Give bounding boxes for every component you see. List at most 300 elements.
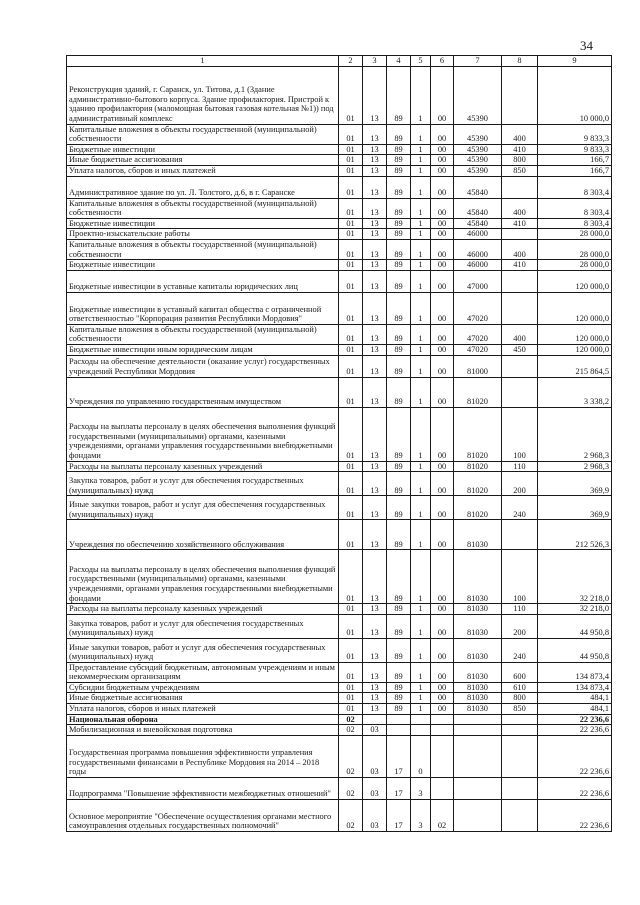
program-code: 89	[387, 155, 411, 166]
program-code: 89	[387, 124, 411, 144]
event-code: 00	[431, 344, 454, 355]
direction-code: 81030	[454, 638, 502, 662]
amount-value: 22 236,6	[538, 714, 612, 725]
row-name: Капитальные вложения в объекты государственной (муниципальной) собственности	[67, 198, 339, 218]
direction-code: 81030	[454, 520, 502, 550]
table-row	[67, 155, 612, 166]
program-code: 89	[387, 260, 411, 271]
row-name: Государственная программа повышения эффективности управления государственными финансами в Республике Мордовия на 2014 – 2018 годы	[67, 735, 339, 777]
amount-value: 215 864,5	[538, 355, 612, 377]
subprogram-code: 1	[411, 66, 431, 124]
table-row	[67, 344, 612, 355]
section-code: 01	[339, 270, 363, 292]
column-header: 4	[387, 56, 411, 67]
program-code	[387, 714, 411, 725]
program-code: 89	[387, 693, 411, 704]
table-row	[67, 165, 612, 176]
column-header: 2	[339, 56, 363, 67]
subprogram-code: 1	[411, 165, 431, 176]
table-row	[67, 407, 612, 461]
direction-code: 81030	[454, 662, 502, 682]
expense-type-code: 100	[502, 407, 538, 461]
event-code: 00	[431, 614, 454, 638]
subprogram-code: 1	[411, 682, 431, 693]
row-name: Иные закупки товаров, работ и услуг для обеспечения государственных (муниципальных) нужд	[67, 496, 339, 520]
event-code: 00	[431, 66, 454, 124]
subsection-code: 13	[363, 198, 387, 218]
amount-value: 2 968,3	[538, 407, 612, 461]
program-code: 89	[387, 144, 411, 155]
subprogram-code: 1	[411, 693, 431, 704]
table-row	[67, 604, 612, 615]
event-code: 00	[431, 176, 454, 198]
event-code: 00	[431, 662, 454, 682]
row-name: Расходы на выплаты персоналу казенных учреждений	[67, 461, 339, 472]
event-code: 00	[431, 198, 454, 218]
amount-value: 134 873,4	[538, 662, 612, 682]
direction-code	[454, 725, 502, 736]
subprogram-code: 3	[411, 799, 431, 831]
expense-type-code: 400	[502, 124, 538, 144]
subprogram-code: 1	[411, 198, 431, 218]
direction-code: 47020	[454, 324, 502, 344]
program-code: 89	[387, 292, 411, 324]
column-header: 7	[454, 56, 502, 67]
row-name: Мобилизационная и вневойсковая подготовка	[67, 725, 339, 736]
program-code: 89	[387, 377, 411, 407]
table-row	[67, 229, 612, 240]
subprogram-code: 1	[411, 377, 431, 407]
program-code: 89	[387, 165, 411, 176]
subsection-code: 03	[363, 735, 387, 777]
row-name: Уплата налогов, сборов и иных платежей	[67, 165, 339, 176]
program-code: 17	[387, 735, 411, 777]
expense-type-code	[502, 377, 538, 407]
page-number: 34	[580, 38, 593, 53]
section-code: 01	[339, 239, 363, 259]
subsection-code: 13	[363, 155, 387, 166]
subprogram-code: 1	[411, 176, 431, 198]
row-name: Уплата налогов, сборов и иных платежей	[67, 704, 339, 715]
event-code: 00	[431, 155, 454, 166]
subsection-code: 13	[363, 229, 387, 240]
subprogram-code: 1	[411, 638, 431, 662]
subsection-code: 13	[363, 165, 387, 176]
subprogram-code	[411, 725, 431, 736]
expense-type-code: 400	[502, 198, 538, 218]
subsection-code	[363, 714, 387, 725]
subsection-code: 13	[363, 604, 387, 615]
row-name: Национальная оборона	[67, 714, 339, 725]
program-code: 89	[387, 614, 411, 638]
direction-code: 45840	[454, 218, 502, 229]
expense-type-code	[502, 520, 538, 550]
row-name: Бюджетные инвестиции в уставные капиталы юридических лиц	[67, 270, 339, 292]
amount-value: 22 236,6	[538, 735, 612, 777]
direction-code: 46000	[454, 239, 502, 259]
subprogram-code: 1	[411, 520, 431, 550]
program-code: 89	[387, 355, 411, 377]
direction-code	[454, 799, 502, 831]
expense-type-code: 100	[502, 550, 538, 604]
subprogram-code: 1	[411, 324, 431, 344]
amount-value: 22 236,6	[538, 725, 612, 736]
program-code: 89	[387, 550, 411, 604]
subprogram-code: 1	[411, 144, 431, 155]
program-code: 89	[387, 324, 411, 344]
section-code: 01	[339, 682, 363, 693]
table-row	[67, 682, 612, 693]
expense-type-code	[502, 799, 538, 831]
program-code: 89	[387, 270, 411, 292]
table-row	[67, 377, 612, 407]
direction-code	[454, 777, 502, 799]
section-code: 01	[339, 704, 363, 715]
row-name: Субсидии бюджетным учреждениям	[67, 682, 339, 693]
table-row	[67, 198, 612, 218]
expense-type-code: 400	[502, 239, 538, 259]
column-header: 5	[411, 56, 431, 67]
row-name: Иные бюджетные ассигнования	[67, 155, 339, 166]
section-code: 01	[339, 198, 363, 218]
event-code: 00	[431, 260, 454, 271]
table-row	[67, 461, 612, 472]
subprogram-code: 3	[411, 777, 431, 799]
subsection-code: 13	[363, 461, 387, 472]
direction-code: 81030	[454, 550, 502, 604]
direction-code: 45840	[454, 198, 502, 218]
table-row	[67, 638, 612, 662]
direction-code: 81020	[454, 472, 502, 496]
amount-value: 166,7	[538, 165, 612, 176]
table-row	[67, 144, 612, 155]
expense-type-code	[502, 714, 538, 725]
event-code: 00	[431, 550, 454, 604]
subprogram-code: 0	[411, 735, 431, 777]
subprogram-code: 1	[411, 496, 431, 520]
direction-code: 81000	[454, 355, 502, 377]
row-name: Бюджетные инвестиции	[67, 260, 339, 271]
event-code: 00	[431, 638, 454, 662]
section-code: 01	[339, 218, 363, 229]
row-name: Расходы на выплаты персоналу в целях обеспечения выполнения функций государственными (муниципальными) органами, казенными учреждениями, органами управления государственными внебюджетными фондами	[67, 407, 339, 461]
row-name: Бюджетные инвестиции	[67, 218, 339, 229]
table-row	[67, 550, 612, 604]
table-row	[67, 693, 612, 704]
expense-type-code: 410	[502, 260, 538, 271]
direction-code: 81030	[454, 682, 502, 693]
subprogram-code: 1	[411, 229, 431, 240]
section-code: 02	[339, 725, 363, 736]
event-code: 00	[431, 604, 454, 615]
event-code: 00	[431, 239, 454, 259]
subsection-code: 13	[363, 292, 387, 324]
event-code: 02	[431, 799, 454, 831]
program-code: 89	[387, 239, 411, 259]
table-row	[67, 324, 612, 344]
subsection-code: 13	[363, 176, 387, 198]
expense-type-code	[502, 270, 538, 292]
table-row	[67, 66, 612, 124]
direction-code: 47000	[454, 270, 502, 292]
event-code: 00	[431, 124, 454, 144]
subsection-code: 13	[363, 144, 387, 155]
subsection-code: 13	[363, 682, 387, 693]
expense-type-code	[502, 777, 538, 799]
section-code: 01	[339, 66, 363, 124]
amount-value: 212 526,3	[538, 520, 612, 550]
event-code: 00	[431, 377, 454, 407]
program-code: 89	[387, 198, 411, 218]
section-code: 01	[339, 614, 363, 638]
table-row	[67, 725, 612, 736]
event-code: 00	[431, 165, 454, 176]
direction-code: 45390	[454, 144, 502, 155]
table-row	[67, 270, 612, 292]
subsection-code: 13	[363, 218, 387, 229]
section-code: 01	[339, 461, 363, 472]
event-code: 00	[431, 270, 454, 292]
subprogram-code: 1	[411, 461, 431, 472]
section-code: 01	[339, 165, 363, 176]
amount-value: 3 338,2	[538, 377, 612, 407]
amount-value: 120 000,0	[538, 344, 612, 355]
expense-type-code	[502, 735, 538, 777]
event-code: 00	[431, 229, 454, 240]
subprogram-code: 1	[411, 239, 431, 259]
subprogram-code: 1	[411, 124, 431, 144]
expense-type-code: 450	[502, 344, 538, 355]
event-code: 00	[431, 693, 454, 704]
direction-code	[454, 714, 502, 725]
program-code: 89	[387, 704, 411, 715]
subsection-code: 13	[363, 66, 387, 124]
direction-code: 46000	[454, 260, 502, 271]
event-code: 00	[431, 520, 454, 550]
event-code: 00	[431, 407, 454, 461]
subprogram-code: 1	[411, 260, 431, 271]
section-code: 01	[339, 344, 363, 355]
expense-type-code: 800	[502, 693, 538, 704]
program-code: 89	[387, 176, 411, 198]
direction-code: 81030	[454, 704, 502, 715]
amount-value: 2 968,3	[538, 461, 612, 472]
row-name: Расходы на выплаты персоналу в целях обеспечения выполнения функций государственными (муниципальными) органами, казенными учреждениями, органами управления государственными внебюджетными фондами	[67, 550, 339, 604]
event-code: 00	[431, 704, 454, 715]
table-row	[67, 704, 612, 715]
section-code: 01	[339, 155, 363, 166]
row-name: Учреждения по управлению государственным имуществом	[67, 377, 339, 407]
subprogram-code: 1	[411, 218, 431, 229]
direction-code: 46000	[454, 229, 502, 240]
table-row	[67, 496, 612, 520]
direction-code: 81030	[454, 614, 502, 638]
expense-type-code: 410	[502, 218, 538, 229]
event-code: 00	[431, 144, 454, 155]
subprogram-code: 1	[411, 355, 431, 377]
section-code: 01	[339, 292, 363, 324]
section-code: 01	[339, 144, 363, 155]
table-row	[67, 176, 612, 198]
header-row	[67, 56, 612, 67]
amount-value: 369,9	[538, 496, 612, 520]
row-name: Закупка товаров, работ и услуг для обеспечения государственных (муниципальных) нужд	[67, 614, 339, 638]
section-code: 01	[339, 550, 363, 604]
subsection-code: 13	[363, 496, 387, 520]
expense-type-code	[502, 66, 538, 124]
expense-type-code: 850	[502, 704, 538, 715]
expense-type-code: 400	[502, 324, 538, 344]
amount-value: 28 000,0	[538, 239, 612, 259]
section-code: 01	[339, 604, 363, 615]
column-header: 3	[363, 56, 387, 67]
subsection-code: 13	[363, 260, 387, 271]
section-code: 01	[339, 693, 363, 704]
section-code: 01	[339, 638, 363, 662]
amount-value: 28 000,0	[538, 229, 612, 240]
program-code: 89	[387, 344, 411, 355]
direction-code: 47020	[454, 344, 502, 355]
section-code: 01	[339, 472, 363, 496]
table-row	[67, 662, 612, 682]
subprogram-code: 1	[411, 407, 431, 461]
event-code	[431, 735, 454, 777]
table-row	[67, 714, 612, 725]
direction-code: 81020	[454, 461, 502, 472]
table-row	[67, 735, 612, 777]
event-code: 00	[431, 682, 454, 693]
subprogram-code: 1	[411, 344, 431, 355]
row-name: Предоставление субсидий бюджетным, автономным учреждениям и иным некоммерческим организациям	[67, 662, 339, 682]
expense-type-code: 600	[502, 662, 538, 682]
subsection-code: 13	[363, 472, 387, 496]
subsection-code: 13	[363, 239, 387, 259]
subprogram-code: 1	[411, 270, 431, 292]
direction-code: 81030	[454, 604, 502, 615]
event-code: 00	[431, 324, 454, 344]
section-code: 01	[339, 355, 363, 377]
amount-value: 44 950,8	[538, 614, 612, 638]
expense-type-code: 200	[502, 614, 538, 638]
section-code: 01	[339, 407, 363, 461]
subprogram-code: 1	[411, 662, 431, 682]
direction-code: 45390	[454, 155, 502, 166]
direction-code: 45390	[454, 66, 502, 124]
program-code: 89	[387, 407, 411, 461]
program-code: 89	[387, 218, 411, 229]
subsection-code: 03	[363, 799, 387, 831]
expense-type-code	[502, 725, 538, 736]
expense-type-code: 610	[502, 682, 538, 693]
column-header: 6	[431, 56, 454, 67]
event-code: 00	[431, 292, 454, 324]
section-code: 01	[339, 229, 363, 240]
amount-value: 22 236,6	[538, 799, 612, 831]
column-header: 8	[502, 56, 538, 67]
subsection-code: 13	[363, 638, 387, 662]
event-code	[431, 777, 454, 799]
section-code: 01	[339, 496, 363, 520]
budget-table	[66, 55, 612, 832]
direction-code: 81020	[454, 407, 502, 461]
table-row	[67, 292, 612, 324]
subsection-code: 13	[363, 662, 387, 682]
row-name: Основное мероприятие "Обеспечение осуществления органами местного самоуправления отдельных государственных полномочий"	[67, 799, 339, 831]
row-name: Иные бюджетные ассигнования	[67, 693, 339, 704]
row-name: Проектно-изыскательские работы	[67, 229, 339, 240]
amount-value: 8 303,4	[538, 198, 612, 218]
amount-value: 369,9	[538, 472, 612, 496]
expense-type-code: 800	[502, 155, 538, 166]
column-header: 9	[538, 56, 612, 67]
program-code: 89	[387, 496, 411, 520]
row-name: Капитальные вложения в объекты государственной (муниципальной) собственности	[67, 324, 339, 344]
expense-type-code	[502, 355, 538, 377]
subsection-code: 13	[363, 355, 387, 377]
amount-value: 44 950,8	[538, 638, 612, 662]
row-name: Капитальные вложения в объекты государственной (муниципальной) собственности	[67, 239, 339, 259]
program-code: 89	[387, 638, 411, 662]
subsection-code: 13	[363, 124, 387, 144]
subsection-code: 13	[363, 704, 387, 715]
direction-code: 45390	[454, 165, 502, 176]
table-row	[67, 472, 612, 496]
expense-type-code: 200	[502, 472, 538, 496]
subsection-code: 13	[363, 550, 387, 604]
event-code: 00	[431, 461, 454, 472]
event-code: 00	[431, 496, 454, 520]
section-code: 02	[339, 799, 363, 831]
expense-type-code: 410	[502, 144, 538, 155]
subsection-code: 03	[363, 725, 387, 736]
program-code: 89	[387, 604, 411, 615]
subsection-code: 13	[363, 407, 387, 461]
expense-type-code	[502, 292, 538, 324]
row-name: Закупка товаров, работ и услуг для обеспечения государственных (муниципальных) нужд	[67, 472, 339, 496]
row-name: Бюджетные инвестиции в уставный капитал общества с ограниченной ответственностью "Корпорация развития Республики Мордовия"	[67, 292, 339, 324]
subsection-code: 13	[363, 377, 387, 407]
subprogram-code: 1	[411, 155, 431, 166]
direction-code: 45390	[454, 124, 502, 144]
row-name: Расходы на выплаты персоналу казенных учреждений	[67, 604, 339, 615]
amount-value: 32 218,0	[538, 604, 612, 615]
section-code: 01	[339, 377, 363, 407]
subsection-code: 13	[363, 614, 387, 638]
amount-value: 166,7	[538, 155, 612, 166]
row-name: Расходы на обеспечение деятельности (оказание услуг) государственных учреждений Республики Мордовия	[67, 355, 339, 377]
section-code: 01	[339, 260, 363, 271]
subprogram-code: 1	[411, 604, 431, 615]
subprogram-code: 1	[411, 472, 431, 496]
column-header: 1	[67, 56, 339, 67]
amount-value: 10 000,0	[538, 66, 612, 124]
amount-value: 484,1	[538, 704, 612, 715]
amount-value: 22 236,6	[538, 777, 612, 799]
row-name: Подпрограмма "Повышение эффективности межбюджетных отношений"	[67, 777, 339, 799]
amount-value: 120 000,0	[538, 270, 612, 292]
subsection-code: 13	[363, 324, 387, 344]
expense-type-code: 110	[502, 461, 538, 472]
amount-value: 484,1	[538, 693, 612, 704]
amount-value: 9 833,3	[538, 144, 612, 155]
amount-value: 9 833,3	[538, 124, 612, 144]
event-code	[431, 725, 454, 736]
direction-code	[454, 735, 502, 777]
event-code: 00	[431, 355, 454, 377]
table-row	[67, 260, 612, 271]
direction-code: 81030	[454, 693, 502, 704]
row-name: Иные закупки товаров, работ и услуг для обеспечения государственных (муниципальных) нужд	[67, 638, 339, 662]
